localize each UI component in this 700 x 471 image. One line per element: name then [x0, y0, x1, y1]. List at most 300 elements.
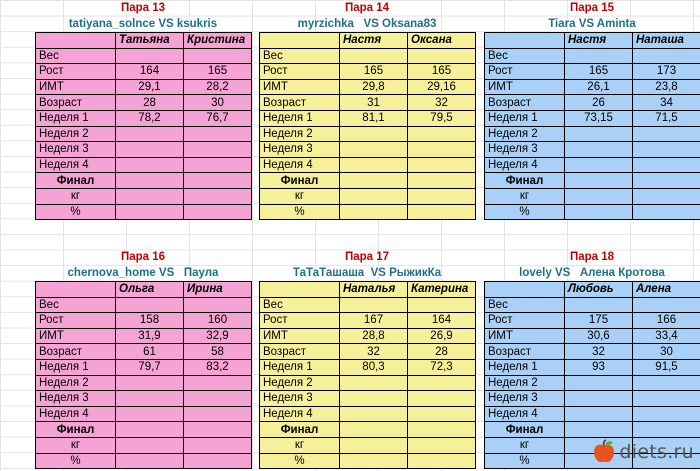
value-cell[interactable]	[408, 173, 476, 189]
value-cell[interactable]	[633, 204, 700, 220]
value-cell[interactable]	[408, 406, 476, 422]
row-label-cell[interactable]: Неделя 4	[36, 157, 116, 173]
row-label-cell[interactable]: Возраст	[260, 344, 340, 360]
row-label-cell[interactable]: Неделя 4	[485, 157, 565, 173]
value-cell[interactable]: 72,3	[408, 359, 476, 375]
value-cell[interactable]	[633, 126, 700, 142]
row-label-cell[interactable]: Рост	[36, 64, 116, 80]
table-row	[260, 126, 476, 142]
value-cell[interactable]	[565, 375, 633, 391]
pair-table	[35, 281, 252, 469]
value-cell[interactable]: 165	[184, 64, 252, 80]
row-label-cell[interactable]: Возраст	[36, 344, 116, 360]
participant-name-cell[interactable]: Ольга	[116, 282, 184, 298]
value-cell[interactable]	[184, 437, 252, 453]
value-cell[interactable]: 164	[116, 64, 184, 80]
value-cell[interactable]	[340, 126, 408, 142]
row-label-cell[interactable]: кг	[485, 188, 565, 204]
value-cell[interactable]	[408, 142, 476, 158]
row-label-cell[interactable]: Неделя 1	[485, 110, 565, 126]
row-label-cell[interactable]: %	[36, 453, 116, 469]
table-row	[36, 95, 252, 111]
row-label-cell[interactable]: Неделя 4	[36, 406, 116, 422]
table-row	[485, 48, 700, 64]
row-label-cell[interactable]: Вес	[260, 48, 340, 64]
row-label-cell[interactable]: Вес	[485, 48, 565, 64]
row-label-cell[interactable]: Финал	[485, 422, 565, 438]
row-label-cell[interactable]: Вес	[260, 297, 340, 313]
value-cell[interactable]	[184, 188, 252, 204]
table-row	[36, 48, 252, 64]
value-cell[interactable]: 29,8	[340, 79, 408, 95]
table-row	[260, 188, 476, 204]
header-corner-cell[interactable]	[36, 33, 116, 49]
participant-name-cell[interactable]: Оксана	[408, 33, 476, 49]
table-row	[260, 64, 476, 80]
value-cell[interactable]: 58	[184, 344, 252, 360]
value-cell[interactable]	[116, 406, 184, 422]
row-label-cell[interactable]: Неделя 2	[36, 126, 116, 142]
value-cell[interactable]	[116, 173, 184, 189]
table-row	[260, 359, 476, 375]
row-label-cell[interactable]: Неделя 3	[260, 142, 340, 158]
value-cell[interactable]	[408, 437, 476, 453]
row-label-cell[interactable]: Неделя 2	[485, 375, 565, 391]
table-row	[485, 126, 700, 142]
row-label-cell[interactable]: Неделя 4	[260, 157, 340, 173]
value-cell[interactable]	[116, 157, 184, 173]
header-row	[36, 33, 252, 49]
value-cell[interactable]: 26	[565, 95, 633, 111]
table-row	[485, 79, 700, 95]
row-label-cell[interactable]: Неделя 3	[260, 391, 340, 407]
row-label-cell[interactable]: ИМТ	[36, 328, 116, 344]
table-row	[260, 95, 476, 111]
row-label-cell[interactable]: ИМТ	[36, 79, 116, 95]
table-row	[260, 406, 476, 422]
value-cell[interactable]	[565, 126, 633, 142]
value-cell[interactable]	[184, 422, 252, 438]
row-label-cell[interactable]: ИМТ	[485, 328, 565, 344]
value-cell[interactable]: 32	[565, 344, 633, 360]
row-label-cell[interactable]: Неделя 2	[485, 126, 565, 142]
participant-name-cell[interactable]: Наталья	[340, 282, 408, 298]
table-row	[485, 204, 700, 220]
table-row	[36, 157, 252, 173]
value-cell[interactable]	[633, 48, 700, 64]
value-cell[interactable]	[408, 453, 476, 469]
header-row	[485, 282, 700, 298]
value-cell[interactable]	[633, 142, 700, 158]
row-label-cell[interactable]: кг	[36, 437, 116, 453]
value-cell[interactable]: 28	[116, 95, 184, 111]
participant-name-cell[interactable]: Кристина	[184, 33, 252, 49]
value-cell[interactable]	[184, 391, 252, 407]
table-row	[36, 313, 252, 329]
header-row	[36, 282, 252, 298]
value-cell[interactable]: 73,15	[565, 110, 633, 126]
pair-title: Пара 18	[569, 251, 615, 263]
table-row	[260, 142, 476, 158]
value-cell[interactable]: 76,7	[184, 110, 252, 126]
value-cell[interactable]	[340, 406, 408, 422]
value-cell[interactable]: 175	[565, 313, 633, 329]
value-cell[interactable]	[184, 173, 252, 189]
value-cell[interactable]	[565, 48, 633, 64]
value-cell[interactable]	[340, 437, 408, 453]
row-label-cell[interactable]: Вес	[485, 297, 565, 313]
table-row	[485, 391, 700, 407]
value-cell[interactable]	[408, 375, 476, 391]
table-row	[36, 79, 252, 95]
value-cell[interactable]	[340, 375, 408, 391]
watermark	[591, 439, 694, 465]
value-cell[interactable]	[565, 173, 633, 189]
value-cell[interactable]	[116, 437, 184, 453]
table-row	[485, 359, 700, 375]
table-row	[485, 64, 700, 80]
table-row	[260, 297, 476, 313]
header-corner-cell[interactable]	[36, 282, 116, 298]
table-row	[485, 157, 700, 173]
value-cell[interactable]: 32	[340, 344, 408, 360]
participant-name-cell[interactable]: Настя	[340, 33, 408, 49]
row-label-cell[interactable]: Возраст	[485, 95, 565, 111]
table-row	[260, 173, 476, 189]
value-cell[interactable]	[116, 48, 184, 64]
value-cell[interactable]	[116, 204, 184, 220]
value-cell[interactable]	[633, 391, 700, 407]
value-cell[interactable]: 32,9	[184, 328, 252, 344]
value-cell[interactable]: 80,3	[340, 359, 408, 375]
table-row	[36, 406, 252, 422]
row-label-cell[interactable]: Неделя 2	[260, 126, 340, 142]
row-label-cell[interactable]: Неделя 2	[36, 375, 116, 391]
value-cell[interactable]	[565, 188, 633, 204]
value-cell[interactable]: 166	[633, 313, 700, 329]
table-row	[260, 375, 476, 391]
value-cell[interactable]	[116, 422, 184, 438]
value-cell[interactable]: 91,5	[633, 359, 700, 375]
row-label-cell[interactable]: Возраст	[485, 344, 565, 360]
table-row	[260, 110, 476, 126]
row-label-cell[interactable]: Рост	[260, 64, 340, 80]
table-row	[36, 297, 252, 313]
value-cell[interactable]: 61	[116, 344, 184, 360]
table-row	[260, 328, 476, 344]
value-cell[interactable]	[565, 391, 633, 407]
table-row	[36, 359, 252, 375]
table-row	[36, 173, 252, 189]
row-label-cell[interactable]: Финал	[36, 173, 116, 189]
value-cell[interactable]	[633, 157, 700, 173]
value-cell[interactable]: 165	[565, 64, 633, 80]
table-row	[485, 173, 700, 189]
row-label-cell[interactable]: Неделя 1	[260, 110, 340, 126]
pair-title: Пара 14	[344, 2, 390, 14]
value-cell[interactable]	[340, 173, 408, 189]
table-row	[260, 48, 476, 64]
value-cell[interactable]: 79,7	[116, 359, 184, 375]
value-cell[interactable]	[408, 188, 476, 204]
value-cell[interactable]: 28,8	[340, 328, 408, 344]
value-cell[interactable]	[633, 375, 700, 391]
row-label-cell[interactable]: ИМТ	[485, 79, 565, 95]
pair-players: ТаТаТашаша VS РыжикКа	[292, 267, 442, 279]
value-cell[interactable]	[116, 375, 184, 391]
value-cell[interactable]: 28	[408, 344, 476, 360]
pair-title: Пара 13	[120, 2, 166, 14]
table-row	[260, 79, 476, 95]
value-cell[interactable]	[565, 406, 633, 422]
value-cell[interactable]: 167	[340, 313, 408, 329]
row-label-cell[interactable]: Неделя 1	[260, 359, 340, 375]
header-row	[485, 33, 700, 49]
value-cell[interactable]	[116, 126, 184, 142]
row-label-cell[interactable]: %	[485, 204, 565, 220]
table-row	[36, 126, 252, 142]
value-cell[interactable]	[184, 48, 252, 64]
table-row	[36, 453, 252, 469]
value-cell[interactable]: 158	[116, 313, 184, 329]
pair-table	[35, 32, 252, 220]
row-label-cell[interactable]: Финал	[260, 173, 340, 189]
value-cell[interactable]	[633, 173, 700, 189]
row-label-cell[interactable]: Неделя 1	[36, 359, 116, 375]
value-cell[interactable]	[408, 126, 476, 142]
pair-players: Tiara VS Aminta	[548, 18, 636, 30]
value-cell[interactable]: 30,6	[565, 328, 633, 344]
row-label-cell[interactable]: кг	[36, 188, 116, 204]
apple-icon	[591, 439, 617, 465]
row-label-cell[interactable]: %	[485, 453, 565, 469]
row-label-cell[interactable]: Финал	[260, 422, 340, 438]
table-row	[260, 453, 476, 469]
row-label-cell[interactable]: Неделя 1	[485, 359, 565, 375]
value-cell[interactable]	[565, 142, 633, 158]
pair-panel	[484, 250, 700, 469]
value-cell[interactable]: 23,8	[633, 79, 700, 95]
row-label-cell[interactable]: Неделя 3	[36, 142, 116, 158]
value-cell[interactable]: 26,1	[565, 79, 633, 95]
participant-name-cell[interactable]: Алена	[633, 282, 700, 298]
value-cell[interactable]	[184, 157, 252, 173]
row-label-cell[interactable]: Рост	[485, 64, 565, 80]
value-cell[interactable]: 28,2	[184, 79, 252, 95]
value-cell[interactable]: 29,1	[116, 79, 184, 95]
table-row	[260, 313, 476, 329]
value-cell[interactable]	[184, 204, 252, 220]
pair-table	[484, 32, 700, 220]
value-cell[interactable]	[633, 406, 700, 422]
value-cell[interactable]	[408, 391, 476, 407]
table-row	[260, 157, 476, 173]
table-row	[36, 204, 252, 220]
row-label-cell[interactable]: Вес	[36, 48, 116, 64]
pair-table	[259, 32, 476, 220]
table-row	[260, 437, 476, 453]
value-cell[interactable]	[116, 391, 184, 407]
value-cell[interactable]	[565, 297, 633, 313]
row-label-cell[interactable]: Возраст	[260, 95, 340, 111]
table-row	[485, 142, 700, 158]
value-cell[interactable]: 83,2	[184, 359, 252, 375]
value-cell[interactable]: 30	[184, 95, 252, 111]
pair-title: Пара 16	[120, 251, 166, 263]
value-cell[interactable]	[408, 422, 476, 438]
row-label-cell[interactable]: кг	[485, 437, 565, 453]
row-label-cell[interactable]: кг	[260, 188, 340, 204]
table-row	[36, 64, 252, 80]
value-cell[interactable]	[633, 188, 700, 204]
row-label-cell[interactable]: ИМТ	[260, 328, 340, 344]
row-label-cell[interactable]: Неделя 3	[485, 391, 565, 407]
value-cell[interactable]: 165	[408, 64, 476, 80]
value-cell[interactable]: 71,5	[633, 110, 700, 126]
value-cell[interactable]	[116, 297, 184, 313]
table-row	[485, 188, 700, 204]
row-label-cell[interactable]: Возраст	[36, 95, 116, 111]
value-cell[interactable]: 32	[408, 95, 476, 111]
value-cell[interactable]	[565, 204, 633, 220]
value-cell[interactable]: 81,1	[340, 110, 408, 126]
row-label-cell[interactable]: Вес	[36, 297, 116, 313]
value-cell[interactable]: 31,9	[116, 328, 184, 344]
pair-panel	[259, 250, 475, 469]
table-row	[36, 328, 252, 344]
value-cell[interactable]	[340, 204, 408, 220]
value-cell[interactable]: 160	[184, 313, 252, 329]
value-cell[interactable]	[116, 142, 184, 158]
participant-name-cell[interactable]: Настя	[565, 33, 633, 49]
table-row	[485, 344, 700, 360]
pair-panel	[259, 1, 475, 220]
value-cell[interactable]	[633, 297, 700, 313]
value-cell[interactable]: 165	[340, 64, 408, 80]
value-cell[interactable]	[408, 204, 476, 220]
row-label-cell[interactable]: ИМТ	[260, 79, 340, 95]
row-label-cell[interactable]: Неделя 4	[260, 406, 340, 422]
table-row	[485, 313, 700, 329]
value-cell[interactable]: 33,4	[633, 328, 700, 344]
table-row	[36, 142, 252, 158]
table-row	[260, 422, 476, 438]
value-cell[interactable]	[340, 142, 408, 158]
header-corner-cell[interactable]	[485, 282, 565, 298]
pair-players: lovely VS Алена Кротова	[519, 267, 665, 279]
value-cell[interactable]: 79,5	[408, 110, 476, 126]
value-cell[interactable]	[565, 422, 633, 438]
row-label-cell[interactable]: Неделя 2	[260, 375, 340, 391]
value-cell[interactable]: 34	[633, 95, 700, 111]
pair-title: Пара 17	[344, 251, 390, 263]
value-cell[interactable]	[184, 375, 252, 391]
value-cell[interactable]	[184, 406, 252, 422]
table-row	[36, 391, 252, 407]
table-row	[260, 344, 476, 360]
participant-name-cell[interactable]: Наташа	[633, 33, 700, 49]
table-row	[485, 110, 700, 126]
pair-title: Пара 15	[569, 2, 615, 14]
row-label-cell[interactable]: Неделя 3	[36, 391, 116, 407]
pair-table	[259, 281, 476, 469]
value-cell[interactable]: 26,9	[408, 328, 476, 344]
value-cell[interactable]	[633, 422, 700, 438]
row-label-cell[interactable]: %	[36, 204, 116, 220]
row-label-cell[interactable]: Рост	[36, 313, 116, 329]
value-cell[interactable]	[116, 453, 184, 469]
value-cell[interactable]: 78,2	[116, 110, 184, 126]
participant-name-cell[interactable]: Катерина	[408, 282, 476, 298]
value-cell[interactable]: 29,16	[408, 79, 476, 95]
table-row	[485, 375, 700, 391]
row-label-cell[interactable]: Неделя 4	[485, 406, 565, 422]
value-cell[interactable]	[340, 157, 408, 173]
value-cell[interactable]: 31	[340, 95, 408, 111]
value-cell[interactable]: 164	[408, 313, 476, 329]
value-cell[interactable]	[340, 453, 408, 469]
row-label-cell[interactable]: Рост	[260, 313, 340, 329]
value-cell[interactable]	[565, 157, 633, 173]
table-row	[485, 328, 700, 344]
pair-players: tatiyana_solnce VS ksukris	[68, 18, 218, 30]
value-cell[interactable]	[340, 188, 408, 204]
row-label-cell[interactable]: Неделя 3	[485, 142, 565, 158]
row-label-cell[interactable]: Неделя 1	[36, 110, 116, 126]
table-row	[260, 391, 476, 407]
value-cell[interactable]: 30	[633, 344, 700, 360]
row-label-cell[interactable]: %	[260, 453, 340, 469]
value-cell[interactable]	[340, 297, 408, 313]
header-corner-cell[interactable]	[260, 33, 340, 49]
value-cell[interactable]	[184, 453, 252, 469]
table-row	[36, 188, 252, 204]
row-label-cell[interactable]: Финал	[485, 173, 565, 189]
row-label-cell[interactable]: Финал	[36, 422, 116, 438]
pair-players: chernova_home VS Паула	[67, 267, 219, 279]
table-row	[260, 204, 476, 220]
value-cell[interactable]	[408, 157, 476, 173]
header-row	[260, 282, 476, 298]
table-row	[36, 375, 252, 391]
pair-players: myrzichka VS Oksana83	[297, 18, 437, 30]
value-cell[interactable]	[184, 297, 252, 313]
participant-name-cell[interactable]: Ирина	[184, 282, 252, 298]
row-label-cell[interactable]: Рост	[485, 313, 565, 329]
value-cell[interactable]	[184, 142, 252, 158]
pair-panel	[484, 1, 700, 220]
value-cell[interactable]	[340, 391, 408, 407]
value-cell[interactable]	[116, 188, 184, 204]
value-cell[interactable]	[408, 297, 476, 313]
header-row	[260, 33, 476, 49]
table-row	[485, 95, 700, 111]
value-cell[interactable]	[340, 422, 408, 438]
table-row	[36, 437, 252, 453]
row-label-cell[interactable]: %	[260, 204, 340, 220]
value-cell[interactable]	[184, 126, 252, 142]
value-cell[interactable]: 173	[633, 64, 700, 80]
participant-name-cell[interactable]: Любовь	[565, 282, 633, 298]
table-row	[485, 422, 700, 438]
row-label-cell[interactable]: кг	[260, 437, 340, 453]
value-cell[interactable]	[340, 48, 408, 64]
value-cell[interactable]	[408, 48, 476, 64]
participant-name-cell[interactable]: Татьяна	[116, 33, 184, 49]
value-cell[interactable]: 93	[565, 359, 633, 375]
header-corner-cell[interactable]	[260, 282, 340, 298]
header-corner-cell[interactable]	[485, 33, 565, 49]
